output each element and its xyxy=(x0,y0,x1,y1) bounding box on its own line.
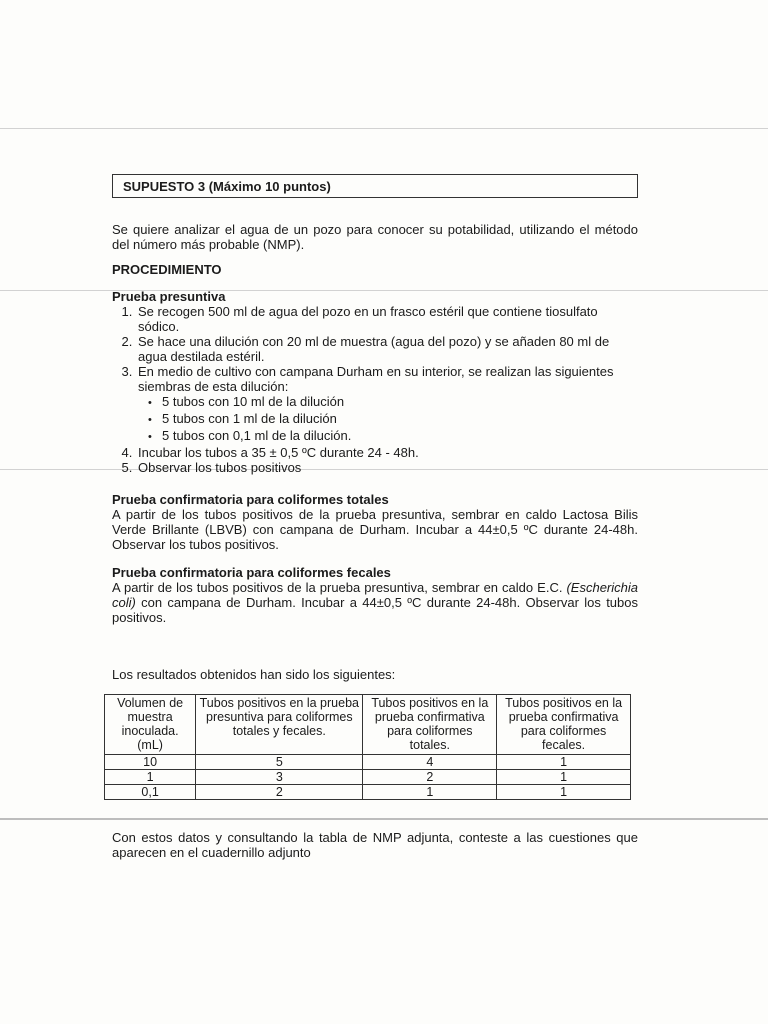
step-1: 1. Se recogen 500 ml de agua del pozo en un frasco estéril que contiene tiosulfato sódico. xyxy=(136,304,638,334)
fecal-text-italic: (Escherichia coli) xyxy=(112,580,638,610)
table-row xyxy=(105,755,631,770)
total-coliforms-text: A partir de los tubos positivos de la prueba presuntiva, sembrar en caldo Lactosa Bilis Verde Brillante (LBVB) con campana de Durham. Incubar a 44±0,5 ºC durante 24-48h. Observar los tubos positivos. xyxy=(112,507,638,552)
results-table xyxy=(104,694,631,800)
table-row xyxy=(105,785,631,800)
step-5: 5. Observar los tubos positivos xyxy=(136,460,638,475)
dilution-bullets xyxy=(138,394,638,445)
total-coliforms-heading: Prueba confirmatoria para coliformes totales xyxy=(112,492,389,507)
step-2: 2. Se hace una dilución con 20 ml de muestra (agua del pozo) y se añaden 80 ml de agua destilada estéril. xyxy=(136,334,638,364)
step-4: 4. Incubar los tubos a 35 ± 0,5 ºC durante 24 - 48h. xyxy=(136,445,638,460)
header-total-confirm: Tubos positivos en la prueba confirmativa para coliformes totales. xyxy=(363,695,497,755)
cell-volume: 0,1 xyxy=(105,785,196,800)
fecal-coliforms-heading: Prueba confirmatoria para coliformes fecales xyxy=(112,565,391,580)
cell-fecal: 1 xyxy=(497,770,631,785)
step-3 xyxy=(136,364,638,445)
step-3-text: En medio de cultivo con campana Durham en su interior, se realizan las siguientes siembras de esta dilución: xyxy=(138,364,614,394)
presumptive-heading: Prueba presuntiva xyxy=(112,289,226,304)
scan-line-top xyxy=(0,128,768,129)
cell-total: 2 xyxy=(363,770,497,785)
presumptive-steps xyxy=(112,304,638,475)
intro-paragraph: Se quiere analizar el agua de un pozo para conocer su potabilidad, utilizando el método del número más probable (NMP). xyxy=(112,222,638,252)
cell-presumptive: 5 xyxy=(196,755,363,770)
results-intro: Los resultados obtenidos han sido los siguientes: xyxy=(112,667,396,682)
closing-paragraph: Con estos datos y consultando la tabla de NMP adjunta, conteste a las cuestiones que aparecen en el cuadernillo adjunto xyxy=(112,830,638,860)
document-page xyxy=(112,174,638,860)
cell-presumptive: 2 xyxy=(196,785,363,800)
cell-presumptive: 3 xyxy=(196,770,363,785)
header-fecal-confirm: Tubos positivos en la prueba confirmativa para coliformes fecales. xyxy=(497,695,631,755)
table-row xyxy=(105,770,631,785)
bullet-01ml: • 5 tubos con 0,1 ml de la dilución. xyxy=(160,428,638,445)
cell-total: 4 xyxy=(363,755,497,770)
page-title: SUPUESTO 3 (Máximo 10 puntos) xyxy=(112,174,638,198)
table-header-row xyxy=(105,695,631,755)
cell-fecal: 1 xyxy=(497,785,631,800)
cell-total: 1 xyxy=(363,785,497,800)
header-volume: Volumen de muestra inoculada. (mL) xyxy=(105,695,196,755)
fecal-coliforms-text xyxy=(112,580,638,625)
bullet-10ml: • 5 tubos con 10 ml de la dilución xyxy=(160,394,638,411)
procedure-heading: PROCEDIMIENTO xyxy=(112,262,222,277)
fecal-text-after: con campana de Durham. Incubar a 44±0,5 ºC durante 24-48h. Observar los tubos positivos. xyxy=(112,595,638,625)
fecal-text-before: A partir de los tubos positivos de la prueba presuntiva, sembrar en caldo E.C. xyxy=(112,580,567,595)
cell-fecal: 1 xyxy=(497,755,631,770)
header-presumptive: Tubos positivos en la prueba presuntiva para coliformes totales y fecales. xyxy=(196,695,363,755)
cell-volume: 1 xyxy=(105,770,196,785)
bullet-1ml: • 5 tubos con 1 ml de la dilución xyxy=(160,411,638,428)
cell-volume: 10 xyxy=(105,755,196,770)
